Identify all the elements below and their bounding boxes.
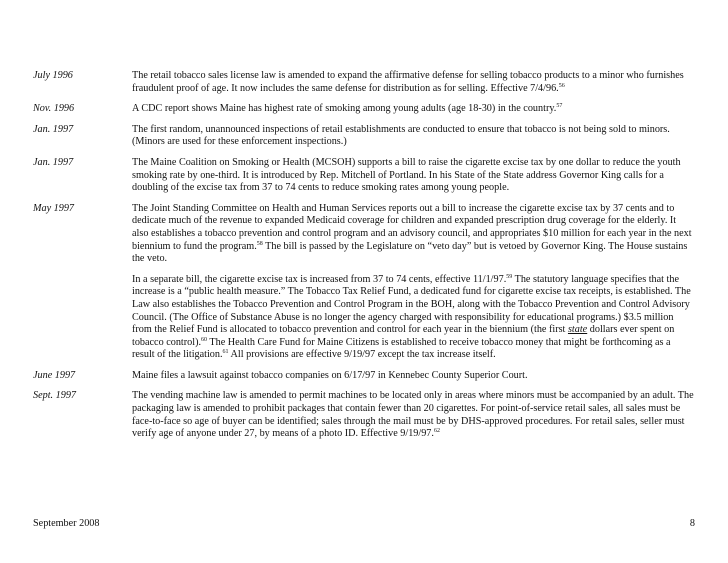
entry-text <box>132 390 695 440</box>
paragraph <box>132 274 695 362</box>
entry-june-1997 <box>33 370 695 383</box>
entry-july-1996 <box>33 70 695 95</box>
footer-date: September 2008 <box>33 518 100 529</box>
entry-may-1997 <box>33 203 695 362</box>
entry-sept-1997 <box>33 390 695 440</box>
emphasized-word: state <box>567 324 588 336</box>
entry-date: Jan. 1997 <box>33 156 74 168</box>
footnote-ref: 60 <box>201 336 208 343</box>
text-run: In a separate bill, the cigarette excise tax is increased from 37 to 74 cents, effective 11/1/97. <box>132 273 507 285</box>
entry-text <box>132 70 695 95</box>
text-run: The Joint Standing Committee on Health and Human Services reports out a bill to increase the cigarette excise tax by 37 cents and to dedicate much of the revenue to expanded Medicaid coverage for children and expanded prescription drug coverage for the elderly. It also establishes a tobacco prevention and control program and an advisory council, and appropriates $10 million for each year in the next biennium to fund the program. <box>132 202 692 252</box>
footnote-ref: 58 <box>256 240 263 247</box>
entry-text: The Maine Coalition on Smoking or Health (MCSOH) supports a bill to raise the cigarette excise tax by one dollar to reduce the youth smoking rate by one-third. It is introduced by Rep. Mitchell of Portland. In his State of the State address Governor King calls for a doubling of the excise tax from 37 to 74 cents to reduce smoking rates among young people. <box>132 156 681 194</box>
paragraph <box>132 203 695 266</box>
entry-text <box>132 203 695 362</box>
entry-text-content: A CDC report shows Maine has highest rate of smoking among young adults (age 18-30) in the country. <box>132 103 557 115</box>
text-run: All provisions are effective 9/19/97 except the tax increase itself. <box>228 349 496 361</box>
chronology-list <box>33 70 695 449</box>
text-run: dollars ever spent on tobacco control). <box>132 324 675 348</box>
text-run: The bill is passed by the Legislature on “veto day” but is vetoed by Governor King. The House sustains the veto. <box>132 240 688 265</box>
entry-date: July 1996 <box>33 70 73 81</box>
entry-text-content: The retail tobacco sales license law is amended to expand the affirmative defense for selling tobacco products to a minor who furnishes fraudulent proof of age. It now includes the same defense for distribution as for selling. Effective 7/4/96. <box>132 70 684 94</box>
entry-date: June 1997 <box>33 369 76 381</box>
entry-text: Maine files a lawsuit against tobacco companies on 6/17/97 in Kennebec County Superior Court. <box>132 369 528 381</box>
footnote-ref: 57 <box>556 103 563 110</box>
entry-text <box>132 103 695 116</box>
entry-date: Nov. 1996 <box>33 103 75 115</box>
footnote-ref: 56 <box>558 82 565 89</box>
footnote-ref: 59 <box>506 273 513 280</box>
entry-date: May 1997 <box>33 202 75 214</box>
entry-jan-1997-mcsoh <box>33 157 695 195</box>
footnote-ref: 61 <box>222 349 229 356</box>
text-run: The Health Care Fund for Maine Citizens is established to receive tobacco money that might be forthcoming as a result of the litigation. <box>132 336 671 361</box>
text-run: The statutory language specifies that the increase is a “public health measure.” The Tobacco Tax Relief Fund, a dedicated fund for cigarette excise tax receipts, is established. The Law also establishes the Tobacco Prevention and Control Program in the BOH, along with the Tobacco Prevention and Control Advisory Council. (The Office of Substance Abuse is no longer the agency charged with responsibility for educational programs.) $3.5 million from the Relief Fund is allocated to tobacco prevention and control for each year in the biennium (the first <box>132 273 691 336</box>
footnote-ref: 62 <box>433 428 440 435</box>
entry-text-content: The vending machine law is amended to permit machines to be located only in areas where minors must be accompanied by an adult. The packaging law is amended to prohibit packages that contain fewer than 20 cigarettes. For point-of-service retail sales, all sales must be face-to-face so age of buyer can be identified; sales through the mail must be by DHS-approved procedures. For retail sales, seller must verify age of anyone under 27, by means of a photo ID. Effective 9/19/97. <box>132 390 694 440</box>
entry-date: Jan. 1997 <box>33 123 74 135</box>
entry-date: Sept. 1997 <box>33 390 77 402</box>
entry-text: The first random, unannounced inspections of retail establishments are conducted to ensure that tobacco is not being sold to minors. (Minors are used for these enforcement inspections.) <box>132 123 670 148</box>
page-number: 8 <box>689 518 695 529</box>
entry-jan-1997-inspections <box>33 124 695 149</box>
entry-nov-1996 <box>33 103 695 116</box>
